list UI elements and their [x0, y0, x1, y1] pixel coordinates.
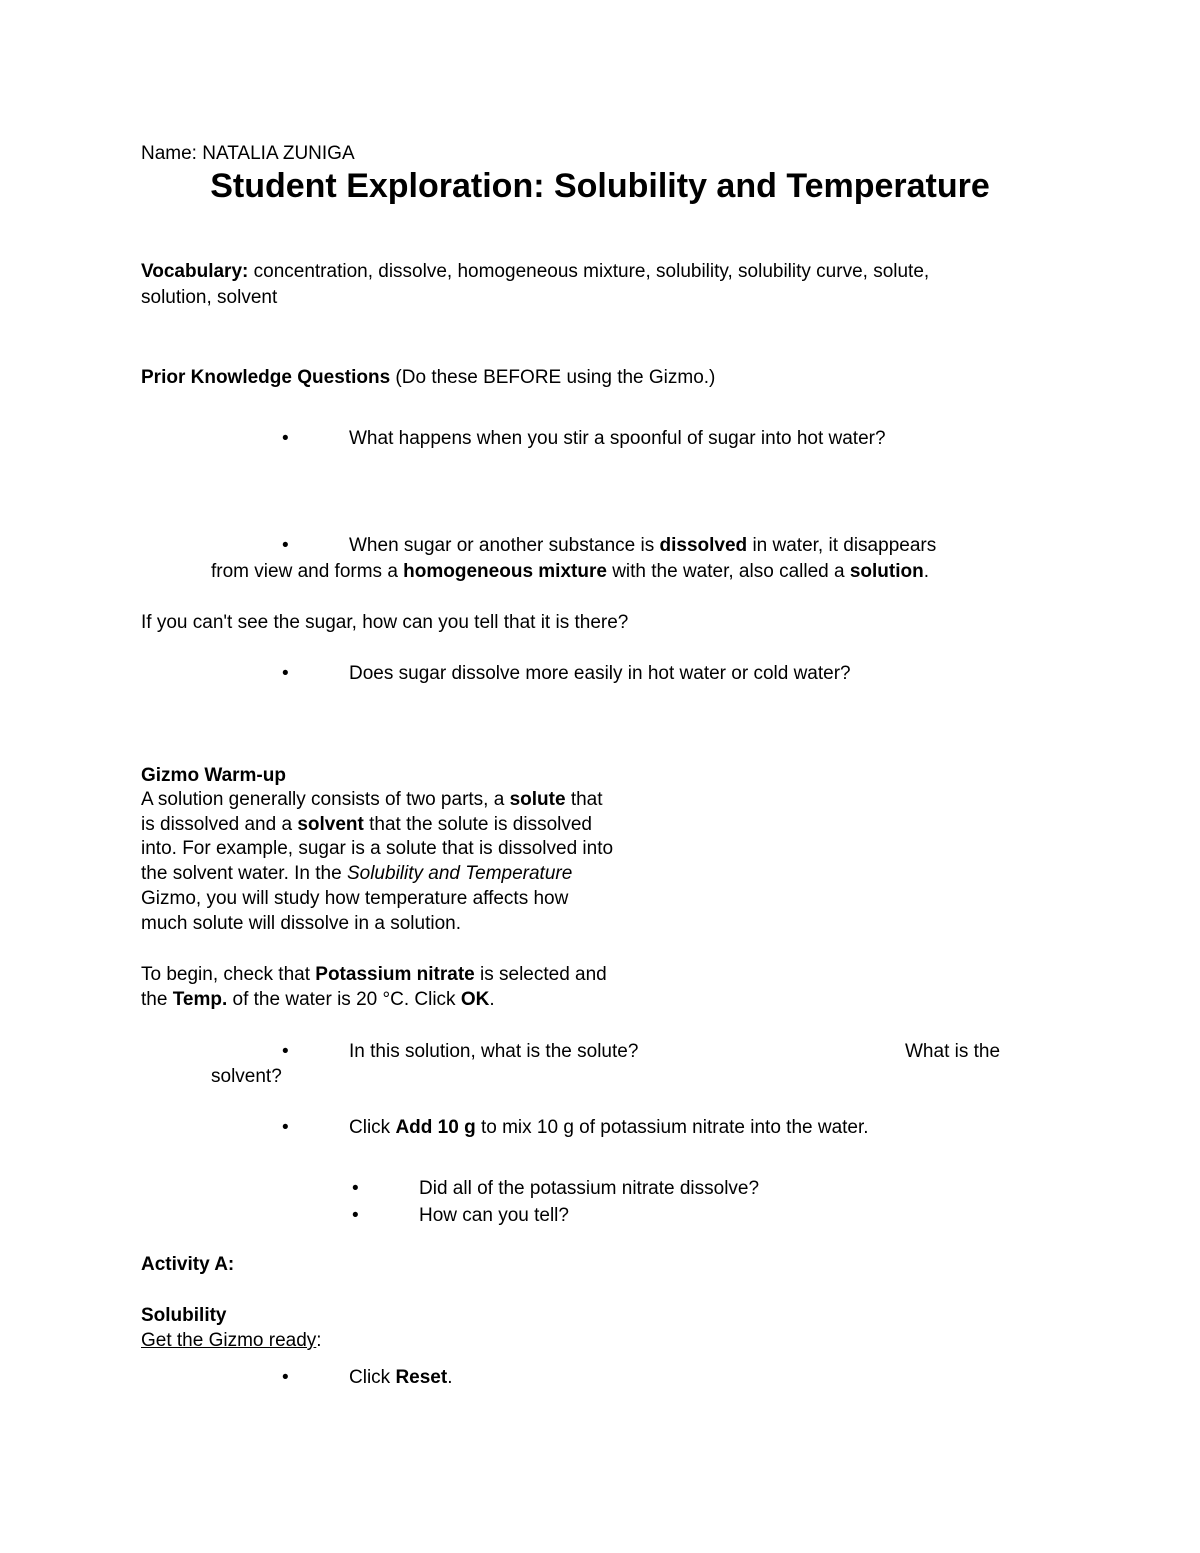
- text-run: .: [447, 1367, 453, 1388]
- instruction-add-10g: [349, 1115, 869, 1140]
- text-run: Click: [349, 1117, 396, 1138]
- prior-knowledge-heading: [141, 365, 715, 390]
- vocabulary-line-1: [141, 259, 929, 284]
- term-reset: Reset: [395, 1367, 448, 1388]
- text-run: from view and forms a: [211, 561, 404, 582]
- term-dissolved: dissolved: [659, 535, 748, 556]
- warmup-paragraph-line: Gizmo, you will study how temperature affects how: [141, 888, 569, 909]
- text-run: .: [923, 561, 930, 582]
- vocabulary-line-2: solution, solvent: [141, 287, 278, 308]
- bullet-icon: •: [282, 1367, 289, 1388]
- text-run: in water, it disappears: [747, 535, 937, 556]
- warmup-paragraph-line: [141, 787, 603, 812]
- bullet-icon: •: [352, 1178, 359, 1199]
- text-run: the solvent water. In the: [141, 863, 347, 884]
- warmup-paragraph-line: [141, 812, 592, 837]
- text-run: to mix 10 g of potassium nitrate into the water.: [475, 1117, 869, 1138]
- gizmo-name: Solubility and Temperature: [346, 863, 573, 884]
- warmup-paragraph-line: into. For example, sugar is a solute that is dissolved into: [141, 838, 614, 859]
- vocabulary-terms: concentration, dissolve, homogeneous mixture, solubility, solubility curve, solute,: [248, 261, 930, 282]
- term-solution: solution: [849, 561, 924, 582]
- activity-heading: [141, 1252, 234, 1277]
- warmup-instruction-line: [141, 962, 607, 987]
- warmup-paragraph-line: much solute will dissolve in a solution.: [141, 913, 461, 934]
- text-run: is dissolved and a: [141, 814, 298, 835]
- question-dissolved-line-1: [349, 533, 936, 558]
- bullet-icon: •: [282, 535, 289, 556]
- text-run: When sugar or another substance is: [349, 535, 660, 556]
- prior-knowledge-title: Prior Knowledge Questions: [141, 367, 391, 388]
- term-temp: Temp.: [172, 989, 228, 1010]
- text-run: of the water is 20 °C. Click: [227, 989, 461, 1010]
- activity-subtitle: Solubility: [141, 1305, 227, 1326]
- warmup-title: Gizmo Warm-up: [141, 765, 286, 786]
- text-run: Click: [349, 1367, 396, 1388]
- term-ok: OK: [460, 989, 490, 1010]
- term-solvent: solvent: [297, 814, 364, 835]
- page-title: Student Exploration: Solubility and Temperature: [210, 167, 990, 205]
- student-name: Name: NATALIA ZUNIGA: [141, 143, 355, 164]
- bullet-icon: •: [282, 1041, 289, 1062]
- text-run: A solution generally consists of two parts, a: [141, 789, 510, 810]
- question-hot-water: What happens when you stir a spoonful of sugar into hot water?: [349, 428, 886, 449]
- warmup-instruction-line: [141, 987, 495, 1012]
- text-run: To begin, check that: [141, 964, 316, 985]
- question-dissolved-line-2: [211, 559, 929, 584]
- instruction-reset: [349, 1365, 452, 1390]
- question-solvent-part-2: solvent?: [211, 1066, 282, 1087]
- term-solute: solute: [509, 789, 566, 810]
- text-run: the: [141, 989, 173, 1010]
- question-hot-or-cold: Does sugar dissolve more easily in hot water or cold water?: [349, 663, 851, 684]
- get-ready-label: [141, 1328, 322, 1353]
- warmup-heading: [141, 763, 286, 788]
- question-solvent-part-1: What is the: [905, 1041, 1001, 1062]
- text-run: that: [565, 789, 603, 810]
- question-all-dissolved: Did all of the potassium nitrate dissolve?: [419, 1178, 760, 1199]
- activity-subheading: [141, 1303, 227, 1328]
- question-see-sugar: If you can't see the sugar, how can you tell that it is there?: [141, 612, 629, 633]
- text-run: .: [489, 989, 495, 1010]
- warmup-paragraph-line: [141, 861, 572, 886]
- prior-knowledge-note: (Do these BEFORE using the Gizmo.): [390, 367, 716, 388]
- text-run: that the solute is dissolved: [363, 814, 592, 835]
- question-solute: In this solution, what is the solute?: [349, 1041, 639, 1062]
- bullet-icon: •: [352, 1205, 359, 1226]
- question-how-tell: How can you tell?: [419, 1205, 569, 1226]
- text-run: with the water, also called a: [606, 561, 850, 582]
- bullet-icon: •: [282, 663, 289, 684]
- bullet-icon: •: [282, 428, 289, 449]
- term-potassium-nitrate: Potassium nitrate: [315, 964, 475, 985]
- text-run: is selected and: [474, 964, 607, 985]
- term-add-10g: Add 10 g: [395, 1117, 476, 1138]
- term-homogeneous-mixture: homogeneous mixture: [403, 561, 607, 582]
- vocabulary-label: Vocabulary:: [141, 261, 249, 282]
- bullet-icon: •: [282, 1117, 289, 1138]
- get-ready-text: Get the Gizmo ready: [141, 1330, 317, 1351]
- activity-title: Activity A:: [141, 1254, 235, 1275]
- text-run: :: [316, 1330, 322, 1351]
